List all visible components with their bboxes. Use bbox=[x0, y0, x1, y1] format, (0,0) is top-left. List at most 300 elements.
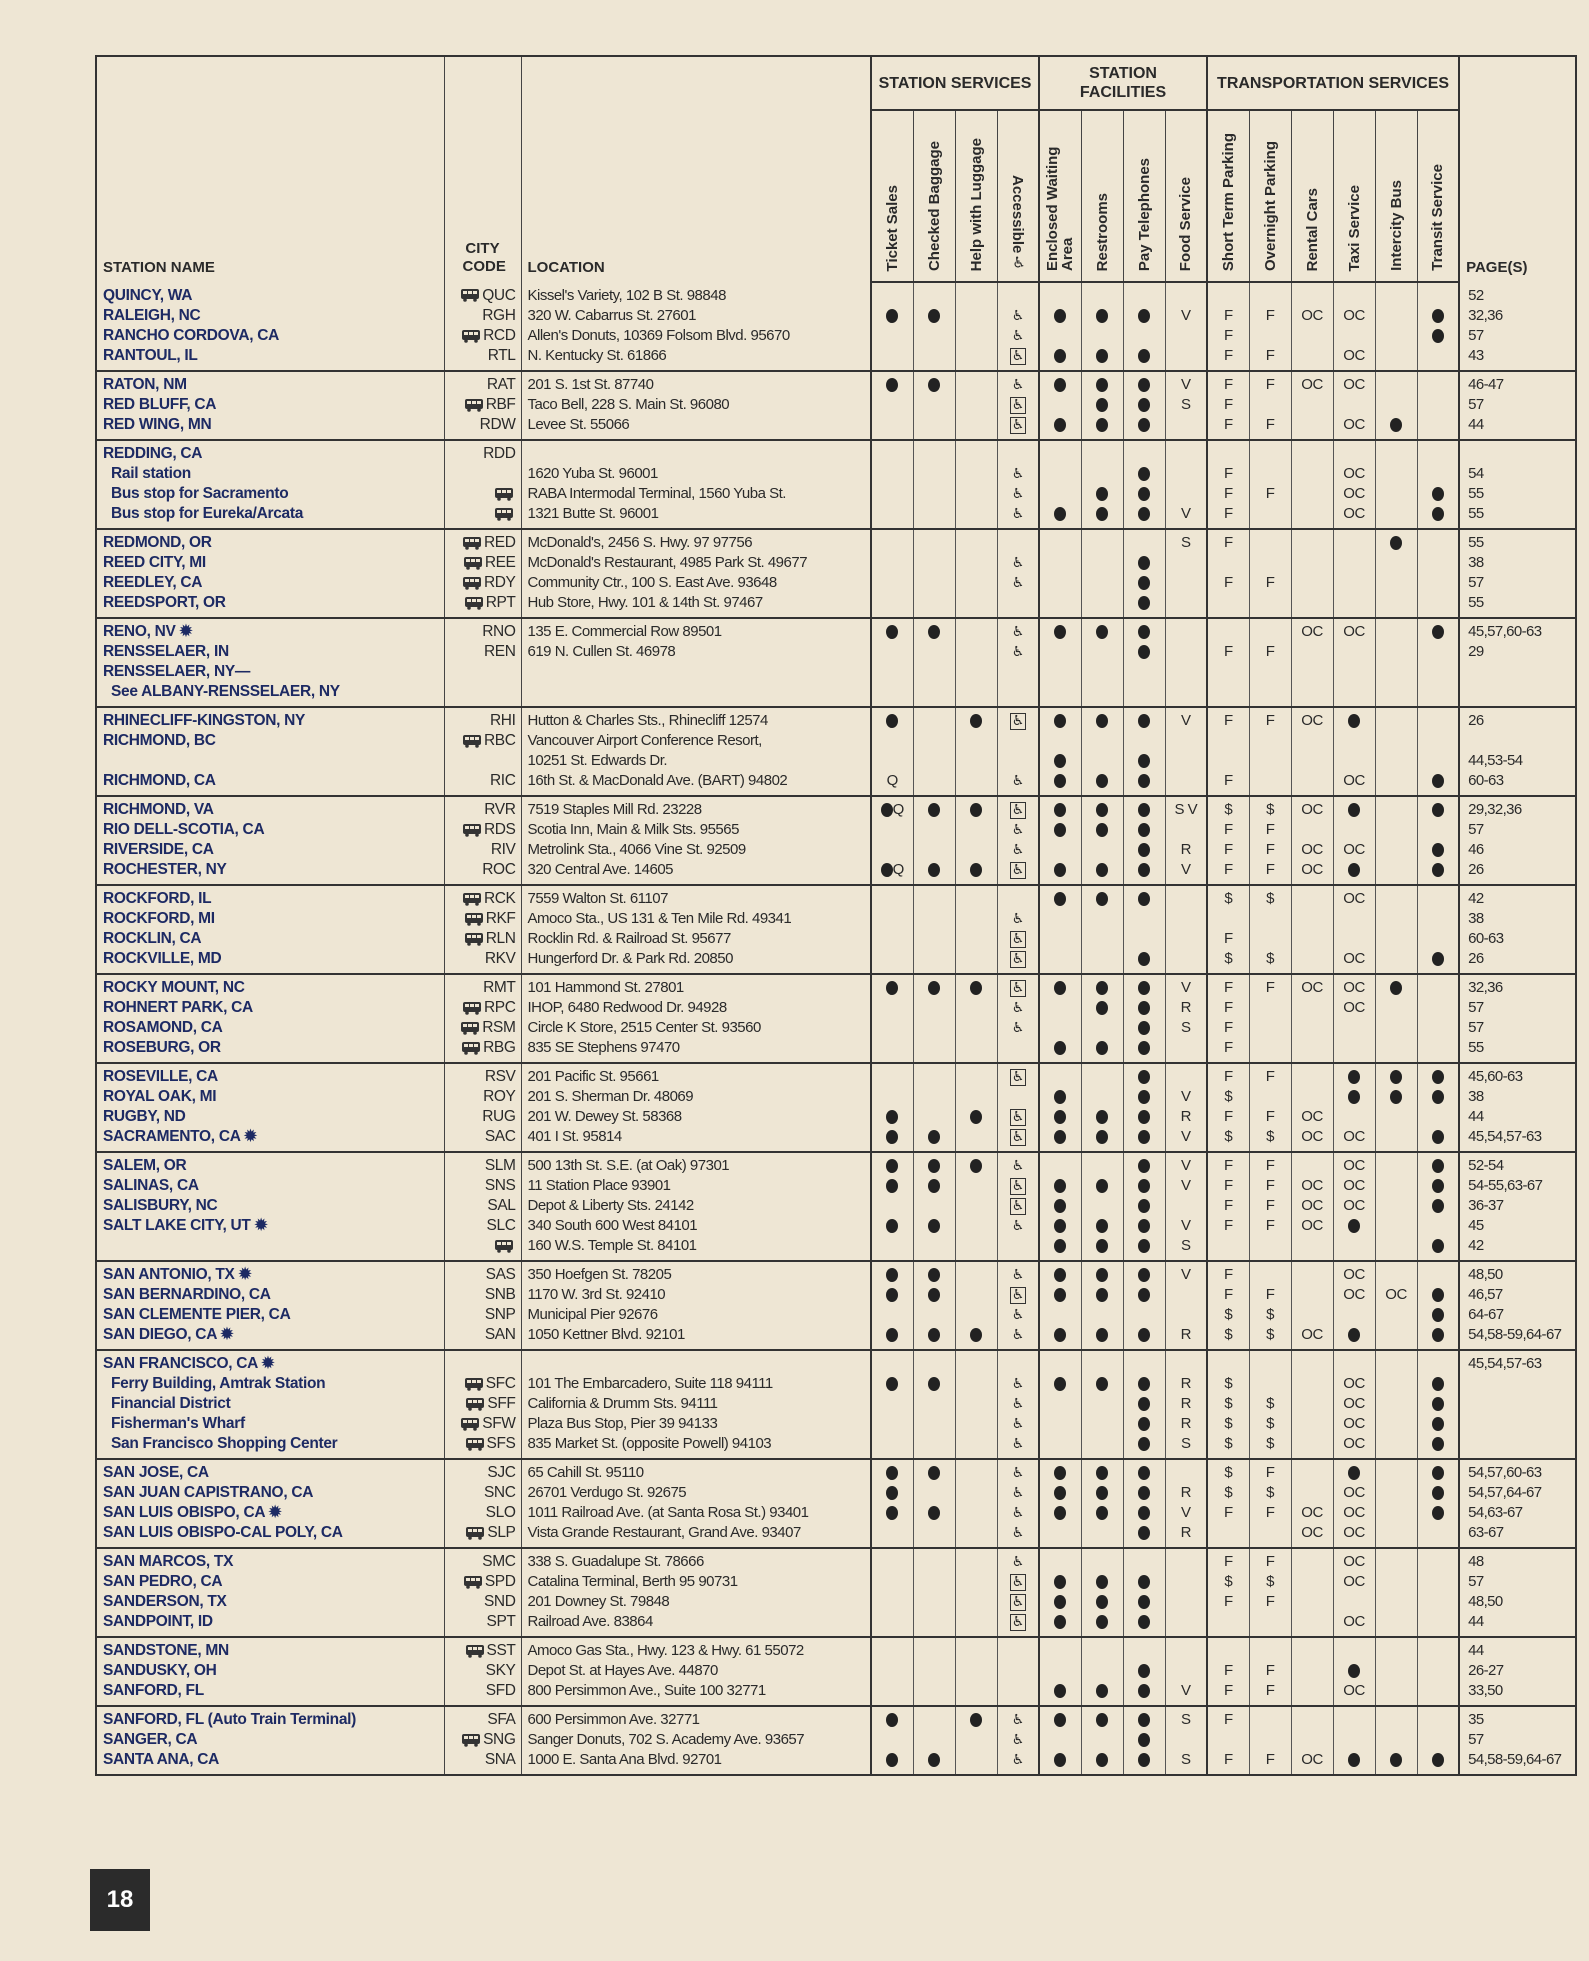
table-row bbox=[96, 371, 1576, 395]
station-name-text: ROHNERT PARK, CA bbox=[103, 999, 253, 1016]
station-location: 101 The Embarcadero, Suite 118 94111 bbox=[521, 1374, 871, 1394]
pages: 43 bbox=[1459, 346, 1576, 371]
cell-intercity-bus bbox=[1375, 1483, 1417, 1503]
cell-intercity-bus bbox=[1375, 464, 1417, 484]
station-name-text: RANCHO CORDOVA, CA bbox=[103, 327, 280, 344]
cell-rental-cars bbox=[1291, 1107, 1333, 1127]
cell-value: $ bbox=[1266, 1395, 1274, 1412]
available-dot bbox=[1096, 1328, 1108, 1342]
available-dot bbox=[1054, 1268, 1066, 1282]
cell-ticket-sales bbox=[871, 885, 913, 909]
cell-value: F bbox=[1223, 712, 1233, 729]
city-code-text: SFA bbox=[487, 1711, 516, 1728]
cell-ticket-sales bbox=[871, 1018, 913, 1038]
available-dot bbox=[1432, 1130, 1444, 1144]
station-name-text: RUGBY, ND bbox=[103, 1108, 186, 1125]
cell-taxi-service bbox=[1333, 1414, 1375, 1434]
table-row bbox=[96, 840, 1576, 860]
cell-checked-baggage bbox=[913, 731, 955, 751]
available-dot bbox=[1096, 1288, 1108, 1302]
cell-ticket-sales bbox=[871, 731, 913, 751]
cell-transit-service bbox=[1417, 1394, 1459, 1414]
available-dot bbox=[970, 714, 982, 728]
accessible-icon: ♿ bbox=[1011, 773, 1024, 789]
available-dot bbox=[970, 1159, 982, 1173]
cell-checked-baggage bbox=[913, 949, 955, 974]
cell-value: $ bbox=[1224, 950, 1233, 967]
cell-short-term-parking bbox=[1207, 1706, 1249, 1730]
cell-help-with-luggage bbox=[955, 346, 997, 371]
cell-value: F bbox=[1223, 1662, 1233, 1679]
cell-short-term-parking bbox=[1207, 618, 1249, 642]
city-code bbox=[444, 1592, 521, 1612]
cell-checked-baggage bbox=[913, 998, 955, 1018]
cell-value: F bbox=[1223, 861, 1233, 878]
cell-help-with-luggage bbox=[955, 1350, 997, 1374]
accessible-icon: ♿ bbox=[1011, 1158, 1024, 1174]
station-name-text: SANDERSON, TX bbox=[103, 1593, 227, 1610]
available-dot bbox=[1390, 1070, 1402, 1084]
cell-checked-baggage bbox=[913, 1434, 955, 1459]
available-dot bbox=[1432, 1070, 1444, 1084]
available-dot bbox=[1054, 1328, 1066, 1342]
cell-taxi-service bbox=[1333, 949, 1375, 974]
cell-short-term-parking bbox=[1207, 371, 1249, 395]
cell-restrooms bbox=[1081, 1087, 1123, 1107]
cell-value: $ bbox=[1266, 1306, 1274, 1323]
cell-intercity-bus bbox=[1375, 1216, 1417, 1236]
cell-intercity-bus bbox=[1375, 346, 1417, 371]
page-number: 18 bbox=[90, 1869, 150, 1931]
cell-restrooms bbox=[1081, 974, 1123, 998]
cell-rental-cars bbox=[1291, 1236, 1333, 1261]
station-services-group-header: STATION SERVICES bbox=[871, 56, 1039, 110]
cell-pay-telephones bbox=[1123, 593, 1165, 618]
cell-accessible bbox=[997, 1730, 1039, 1750]
cell-rental-cars bbox=[1291, 1572, 1333, 1592]
available-dot bbox=[1138, 1268, 1150, 1282]
cell-intercity-bus bbox=[1375, 885, 1417, 909]
city-code-text: SNB bbox=[484, 1286, 516, 1303]
cell-short-term-parking bbox=[1207, 1661, 1249, 1681]
cell-transit-service bbox=[1417, 929, 1459, 949]
bus-icon bbox=[494, 487, 514, 501]
cell-enclosed-waiting-area bbox=[1039, 751, 1081, 771]
cell-value: OC bbox=[1343, 347, 1365, 364]
city-code-text: SNG bbox=[483, 1731, 516, 1748]
cell-ticket-sales bbox=[871, 949, 913, 974]
cell-intercity-bus bbox=[1375, 949, 1417, 974]
accessible-boxed-icon: ♿ bbox=[1011, 1613, 1024, 1630]
city-code-text: SNS bbox=[484, 1177, 516, 1194]
cell-intercity-bus bbox=[1375, 1661, 1417, 1681]
station-name bbox=[96, 618, 444, 642]
cell-rental-cars bbox=[1291, 504, 1333, 529]
cell-checked-baggage bbox=[913, 974, 955, 998]
cell-taxi-service bbox=[1333, 682, 1375, 707]
cell-rental-cars bbox=[1291, 1681, 1333, 1706]
table-row bbox=[96, 1750, 1576, 1775]
accessible-icon: ♿ bbox=[1011, 1376, 1024, 1392]
available-dot bbox=[1054, 1615, 1066, 1629]
cell-pay-telephones bbox=[1123, 1730, 1165, 1750]
city-code bbox=[444, 415, 521, 440]
cell-short-term-parking bbox=[1207, 771, 1249, 796]
cell-restrooms bbox=[1081, 840, 1123, 860]
cell-checked-baggage bbox=[913, 1018, 955, 1038]
cell-help-with-luggage bbox=[955, 1176, 997, 1196]
table-row bbox=[96, 415, 1576, 440]
pages bbox=[1459, 1374, 1576, 1394]
cell-restrooms bbox=[1081, 1483, 1123, 1503]
cell-food-service bbox=[1165, 1216, 1207, 1236]
cell-restrooms bbox=[1081, 1414, 1123, 1434]
cell-help-with-luggage bbox=[955, 593, 997, 618]
cell-rental-cars bbox=[1291, 771, 1333, 796]
cell-help-with-luggage bbox=[955, 1637, 997, 1661]
station-name bbox=[96, 820, 444, 840]
cell-checked-baggage bbox=[913, 326, 955, 346]
station-name-text: RED BLUFF, CA bbox=[103, 396, 217, 413]
pages: 57 bbox=[1468, 999, 1484, 1016]
cell-help-with-luggage bbox=[955, 1374, 997, 1394]
available-dot bbox=[1138, 1070, 1150, 1084]
cell-food-service bbox=[1165, 909, 1207, 929]
available-dot bbox=[1054, 1090, 1066, 1104]
cell-transit-service bbox=[1417, 1350, 1459, 1374]
cell-short-term-parking bbox=[1207, 1483, 1249, 1503]
cell-ticket-sales bbox=[871, 440, 913, 464]
cell-value: OC bbox=[1343, 1682, 1365, 1699]
cell-overnight-parking bbox=[1249, 1127, 1291, 1152]
cell-value: F bbox=[1265, 1286, 1275, 1303]
cell-value: F bbox=[1223, 979, 1233, 996]
pages: 60-63 bbox=[1459, 771, 1576, 796]
city-code-text: SLM bbox=[484, 1157, 516, 1174]
available-dot bbox=[1432, 1159, 1444, 1173]
cell-taxi-service bbox=[1333, 1572, 1375, 1592]
available-dot bbox=[886, 1268, 898, 1282]
cell-enclosed-waiting-area bbox=[1039, 553, 1081, 573]
cell-intercity-bus bbox=[1375, 1196, 1417, 1216]
available-dot bbox=[1054, 1684, 1066, 1698]
column-header-text: Accessible bbox=[1008, 174, 1026, 253]
available-dot bbox=[1054, 378, 1066, 392]
available-dot bbox=[928, 1179, 940, 1193]
available-dot bbox=[1096, 1595, 1108, 1609]
bus-icon bbox=[464, 398, 484, 412]
cell-food-service bbox=[1165, 642, 1207, 662]
cell-rental-cars bbox=[1291, 553, 1333, 573]
station-location: 26701 Verdugo St. 92675 bbox=[521, 1483, 871, 1503]
cell-overnight-parking bbox=[1249, 929, 1291, 949]
cell-checked-baggage bbox=[913, 662, 955, 682]
cell-accessible bbox=[997, 909, 1039, 929]
cell-checked-baggage bbox=[913, 1107, 955, 1127]
station-location: 338 S. Guadalupe St. 78666 bbox=[521, 1548, 871, 1572]
station-name-text: Fisherman's Wharf bbox=[111, 1415, 245, 1432]
station-name-text: RENSSELAER, NY— bbox=[103, 663, 251, 680]
cell-intercity-bus bbox=[1375, 1414, 1417, 1434]
cell-value: F bbox=[1223, 376, 1233, 393]
station-name bbox=[96, 504, 444, 529]
cell-transit-service bbox=[1417, 1176, 1459, 1196]
cell-value: F bbox=[1223, 999, 1233, 1016]
column-header-label: Enclosed Waiting Area bbox=[1044, 146, 1077, 271]
cell-ticket-sales bbox=[871, 504, 913, 529]
station-name bbox=[96, 1394, 444, 1414]
cell-value: OC bbox=[1343, 1286, 1365, 1303]
cell-overnight-parking bbox=[1249, 885, 1291, 909]
cell-overnight-parking bbox=[1249, 1503, 1291, 1523]
cell-transit-service bbox=[1417, 1612, 1459, 1637]
cell-pay-telephones bbox=[1123, 440, 1165, 464]
cell-ticket-sales bbox=[871, 573, 913, 593]
cell-value: F bbox=[1223, 1553, 1233, 1570]
available-dot bbox=[928, 1506, 940, 1520]
station-name-text: San Francisco Shopping Center bbox=[111, 1435, 338, 1452]
cell-value: F bbox=[1223, 1286, 1233, 1303]
cell-food-service bbox=[1165, 796, 1207, 820]
cell-intercity-bus bbox=[1375, 1063, 1417, 1087]
cell-value: F bbox=[1223, 1108, 1233, 1125]
available-dot bbox=[1138, 1466, 1150, 1480]
cell-transit-service bbox=[1417, 282, 1459, 306]
cell-ticket-sales bbox=[871, 529, 913, 553]
available-dot bbox=[1348, 1090, 1360, 1104]
cell-food-service bbox=[1165, 618, 1207, 642]
city-code bbox=[444, 1661, 521, 1681]
cell-overnight-parking bbox=[1249, 1523, 1291, 1548]
cell-value: V bbox=[1181, 1504, 1191, 1521]
cell-overnight-parking bbox=[1249, 371, 1291, 395]
available-dot bbox=[1138, 863, 1150, 877]
cell-value: F bbox=[1223, 505, 1233, 522]
cell-short-term-parking bbox=[1207, 731, 1249, 751]
cell-food-service bbox=[1165, 529, 1207, 553]
city-code-text: RVR bbox=[484, 801, 516, 818]
city-code-text: ROC bbox=[482, 861, 516, 878]
cell-food-service bbox=[1165, 1681, 1207, 1706]
cell-overnight-parking bbox=[1249, 1730, 1291, 1750]
cell-enclosed-waiting-area bbox=[1039, 346, 1081, 371]
cell-value: F bbox=[1265, 416, 1275, 433]
cell-transit-service bbox=[1417, 1107, 1459, 1127]
cell-help-with-luggage bbox=[955, 1305, 997, 1325]
cell-checked-baggage bbox=[913, 707, 955, 731]
cell-value: V bbox=[1181, 376, 1191, 393]
station-location: 11 Station Place 93901 bbox=[521, 1176, 871, 1196]
cell-food-service bbox=[1165, 1374, 1207, 1394]
cell-accessible bbox=[997, 1236, 1039, 1261]
available-dot bbox=[1096, 1615, 1108, 1629]
cell-rental-cars bbox=[1291, 682, 1333, 707]
cell-intercity-bus bbox=[1375, 751, 1417, 771]
cell-rental-cars bbox=[1291, 751, 1333, 771]
cell-short-term-parking bbox=[1207, 306, 1249, 326]
cell-value: V bbox=[1181, 505, 1191, 522]
cell-pay-telephones bbox=[1123, 1750, 1165, 1775]
cell-taxi-service bbox=[1333, 771, 1375, 796]
cell-intercity-bus bbox=[1375, 415, 1417, 440]
cell-taxi-service bbox=[1333, 1063, 1375, 1087]
cell-checked-baggage bbox=[913, 346, 955, 371]
cell-pay-telephones bbox=[1123, 998, 1165, 1018]
accessible-icon: ♿ bbox=[1011, 644, 1024, 660]
available-dot bbox=[928, 1328, 940, 1342]
cell-value: $ bbox=[1224, 1435, 1233, 1452]
station-name bbox=[96, 1706, 444, 1730]
cell-help-with-luggage bbox=[955, 682, 997, 707]
cell-overnight-parking bbox=[1249, 998, 1291, 1018]
cell-help-with-luggage bbox=[955, 1107, 997, 1127]
cell-value: OC bbox=[1343, 505, 1365, 522]
cell-rental-cars bbox=[1291, 1216, 1333, 1236]
cell-rental-cars bbox=[1291, 1394, 1333, 1414]
pages: 54,57,60-63 bbox=[1468, 1464, 1542, 1481]
cell-checked-baggage bbox=[913, 1459, 955, 1483]
cell-short-term-parking bbox=[1207, 1216, 1249, 1236]
cell-help-with-luggage bbox=[955, 371, 997, 395]
cell-rental-cars bbox=[1291, 998, 1333, 1018]
pages: 42 bbox=[1468, 890, 1484, 907]
available-dot bbox=[1096, 714, 1108, 728]
cell-checked-baggage bbox=[913, 1612, 955, 1637]
station-location: California & Drumm Sts. 94111 bbox=[521, 1394, 871, 1414]
available-dot bbox=[1138, 1159, 1150, 1173]
station-facilities-group-header bbox=[1039, 56, 1207, 110]
cell-value: F bbox=[1223, 307, 1233, 324]
city-code-text: RKV bbox=[484, 950, 516, 967]
available-dot bbox=[1432, 843, 1444, 857]
cell-taxi-service bbox=[1333, 415, 1375, 440]
table-row bbox=[96, 1325, 1576, 1350]
cell-accessible bbox=[997, 1087, 1039, 1107]
city-code bbox=[444, 306, 521, 326]
table-row bbox=[96, 464, 1576, 484]
cell-rental-cars bbox=[1291, 1261, 1333, 1285]
cell-taxi-service bbox=[1333, 1612, 1375, 1637]
pages: 57 bbox=[1468, 327, 1484, 344]
cell-ticket-sales bbox=[871, 395, 913, 415]
cell-value: F bbox=[1265, 841, 1275, 858]
cell-transit-service bbox=[1417, 731, 1459, 751]
cell-help-with-luggage bbox=[955, 731, 997, 751]
accessible-boxed-icon: ♿ bbox=[1011, 1068, 1024, 1085]
cell-overnight-parking bbox=[1249, 395, 1291, 415]
cell-rental-cars bbox=[1291, 885, 1333, 909]
cell-ticket-sales bbox=[871, 1572, 913, 1592]
cell-checked-baggage bbox=[913, 751, 955, 771]
cell-accessible bbox=[997, 1018, 1039, 1038]
cell-value: $ bbox=[1266, 1326, 1274, 1343]
table-row bbox=[96, 1305, 1576, 1325]
cell-transit-service bbox=[1417, 1523, 1459, 1548]
cell-rental-cars bbox=[1291, 1038, 1333, 1063]
cell-value: F bbox=[1223, 465, 1233, 482]
cell-enclosed-waiting-area bbox=[1039, 1637, 1081, 1661]
table-row bbox=[96, 1661, 1576, 1681]
pages: 44,53-54 bbox=[1468, 752, 1523, 769]
cell-value: R bbox=[1180, 1415, 1191, 1432]
cell-value: S bbox=[1181, 1237, 1191, 1254]
cell-value: $ bbox=[1266, 950, 1274, 967]
cell-short-term-parking bbox=[1207, 440, 1249, 464]
station-location: 350 Hoefgen St. 78205 bbox=[521, 1261, 871, 1285]
table-row bbox=[96, 593, 1576, 618]
cell-enclosed-waiting-area bbox=[1039, 504, 1081, 529]
cell-food-service bbox=[1165, 306, 1207, 326]
cell-overnight-parking bbox=[1249, 593, 1291, 618]
city-code-text: SPT bbox=[486, 1613, 516, 1630]
cell-help-with-luggage bbox=[955, 974, 997, 998]
available-dot bbox=[928, 803, 940, 817]
cell-checked-baggage bbox=[913, 440, 955, 464]
cell-food-service bbox=[1165, 371, 1207, 395]
station-name bbox=[96, 1107, 444, 1127]
station-name bbox=[96, 1414, 444, 1434]
cell-taxi-service bbox=[1333, 306, 1375, 326]
station-name-text: ROYAL OAK, MI bbox=[103, 1088, 217, 1105]
cell-intercity-bus bbox=[1375, 1730, 1417, 1750]
cell-transit-service bbox=[1417, 796, 1459, 820]
cell-value: F bbox=[1223, 1682, 1233, 1699]
column-header-label: Taxi Service bbox=[1345, 184, 1363, 271]
cell-transit-service bbox=[1417, 529, 1459, 553]
station-location: 7519 Staples Mill Rd. 23228 bbox=[521, 796, 871, 820]
cell-taxi-service bbox=[1333, 707, 1375, 731]
cell-value: S bbox=[1181, 1751, 1191, 1768]
cell-help-with-luggage bbox=[955, 553, 997, 573]
pages: 55 bbox=[1459, 1038, 1576, 1063]
cell-pay-telephones bbox=[1123, 1661, 1165, 1681]
cell-value: F bbox=[1223, 416, 1233, 433]
cell-value: OC bbox=[1343, 1435, 1365, 1452]
available-dot bbox=[1138, 1090, 1150, 1104]
station-name-text: Ferry Building, Amtrak Station bbox=[111, 1375, 326, 1392]
cell-enclosed-waiting-area bbox=[1039, 464, 1081, 484]
cell-transit-service bbox=[1417, 662, 1459, 682]
cell-checked-baggage bbox=[913, 1374, 955, 1394]
city-code bbox=[444, 395, 521, 415]
available-dot bbox=[1432, 1239, 1444, 1253]
available-dot bbox=[1054, 1486, 1066, 1500]
cell-food-service bbox=[1165, 1236, 1207, 1261]
station-name-text: SAN ANTONIO, TX bbox=[103, 1266, 235, 1283]
cell-rental-cars bbox=[1291, 593, 1333, 618]
available-dot bbox=[886, 625, 898, 639]
cell-value: S bbox=[1181, 1019, 1191, 1036]
station-name bbox=[96, 751, 444, 771]
cell-taxi-service bbox=[1333, 1374, 1375, 1394]
available-dot bbox=[1432, 863, 1444, 877]
cell-restrooms bbox=[1081, 326, 1123, 346]
cell-taxi-service bbox=[1333, 1503, 1375, 1523]
cell-food-service bbox=[1165, 1730, 1207, 1750]
cell-transit-service bbox=[1417, 573, 1459, 593]
cell-short-term-parking bbox=[1207, 573, 1249, 593]
cell-ticket-sales bbox=[871, 1730, 913, 1750]
cell-help-with-luggage bbox=[955, 662, 997, 682]
pages: 54-55,63-67 bbox=[1468, 1177, 1543, 1194]
cell-value: F bbox=[1223, 1593, 1233, 1610]
station-name bbox=[96, 529, 444, 553]
bus-icon bbox=[464, 912, 484, 926]
table-row bbox=[96, 484, 1576, 504]
table-row bbox=[96, 974, 1576, 998]
cell-ticket-sales bbox=[871, 1087, 913, 1107]
column-header-overnight-parking bbox=[1249, 110, 1291, 282]
